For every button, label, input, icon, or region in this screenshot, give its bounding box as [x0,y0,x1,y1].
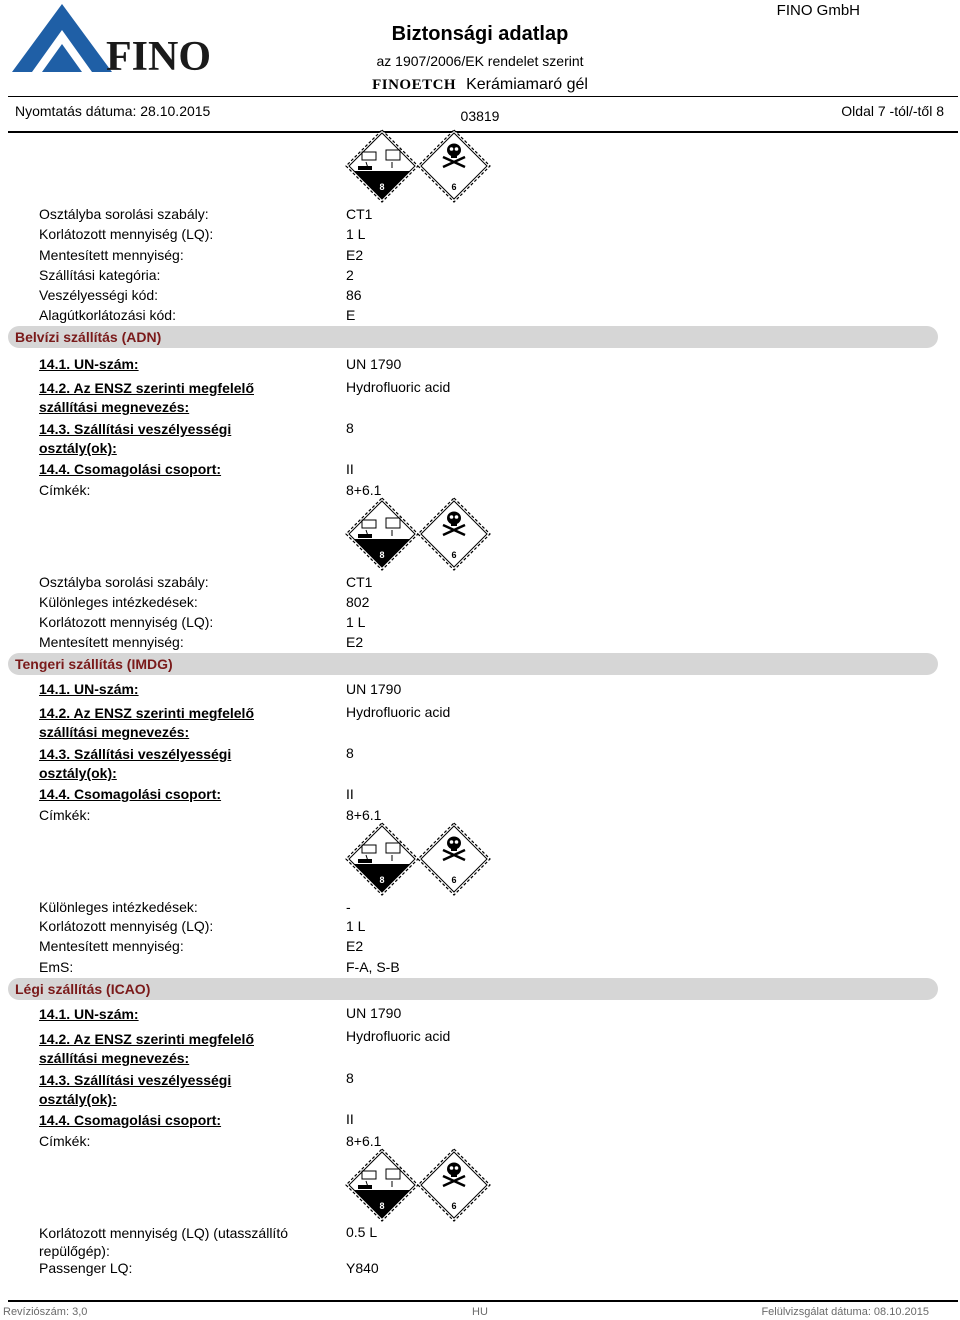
road-category-value: 2 [346,267,354,283]
imdg-pack-value: II [346,786,354,802]
class-6-number: 6 [451,875,457,885]
adn-classification-label: Osztályba sorolási szabály: [39,574,209,590]
section-heading-icao: Légi szállítás (ICAO) [15,981,151,997]
imdg-excepted-value: E2 [346,938,364,954]
road-classification-value: CT1 [346,206,373,222]
road-lq-label: Korlátozott mennyiség (LQ): [39,226,214,242]
imdg-special-label: Különleges intézkedések: [39,899,198,915]
adn-un-label: 14.1. UN-szám: [39,356,139,372]
icao-lq-passenger-label: Korlátozott mennyiség (LQ) (utasszállító repülőgép): [39,1225,288,1259]
section-band-icao [8,978,938,1000]
corrosive-icon [346,498,418,570]
page-number: Oldal 7 -tól/-től 8 [841,103,944,119]
icao-labels-label: Címkék: [39,1133,91,1149]
icao-class-label: 14.3. Szállítási veszélyességi osztály(ok): [39,1072,232,1107]
skull-crossbones-icon [418,823,490,895]
hazard-pictograms-icao [344,1147,494,1225]
language-code: HU [472,1306,488,1318]
section-band-imdg [8,653,938,675]
road-tunnel-code-value: E [346,307,356,323]
corrosive-icon [346,130,418,202]
hazard-pictograms-imdg [344,821,494,899]
road-excepted-label: Mentesített mennyiség: [39,247,184,263]
print-date: Nyomtatás dátuma: 28.10.2015 [15,103,211,119]
imdg-ems-value: F-A, S-B [346,959,400,975]
adn-labels-value: 8+6.1 [346,482,382,498]
road-category-label: Szállítási kategória: [39,267,161,283]
hazard-pictograms-road [344,128,494,206]
imdg-lq-value: 1 L [346,918,366,934]
adn-class-value: 8 [346,420,354,436]
icao-labels-value: 8+6.1 [346,1133,382,1149]
road-lq-value: 1 L [346,226,366,242]
skull-crossbones-icon [418,130,490,202]
imdg-ems-label: EmS: [39,959,74,975]
class-6-number: 6 [451,1201,457,1211]
icao-pack-value: II [346,1111,354,1127]
imdg-pack-label: 14.4. Csomagolási csoport: [39,786,222,802]
imdg-excepted-label: Mentesített mennyiség: [39,938,184,954]
imdg-name-label: 14.2. Az ENSZ szerinti megfelelő szállítási megnevezés: [39,705,254,740]
imdg-special-value: - [346,899,351,915]
imdg-labels-value: 8+6.1 [346,807,382,823]
road-hazard-code-label: Veszélyességi kód: [39,287,159,303]
road-tunnel-code-label: Alagútkorlátozási kód: [39,307,176,323]
document-title: Biztonsági adatlap [391,23,569,45]
imdg-lq-label: Korlátozott mennyiség (LQ): [39,918,214,934]
icao-name-label: 14.2. Az ENSZ szerinti megfelelő szállítási megnevezés: [39,1031,254,1066]
header-divider [8,96,958,97]
road-excepted-value: E2 [346,247,364,263]
skull-crossbones-icon [418,498,490,570]
product-name: Kerámiamaró gél [466,76,588,93]
imdg-labels-label: Címkék: [39,807,91,823]
class-6-number: 6 [451,550,457,560]
icao-name-value: Hydrofluoric acid [346,1028,451,1044]
road-classification-label: Osztályba sorolási szabály: [39,206,209,222]
brand-name: FINOETCH [372,77,457,93]
icao-un-value: UN 1790 [346,1005,402,1021]
imdg-class-label: 14.3. Szállítási veszélyességi osztály(ok): [39,746,232,781]
imdg-class-value: 8 [346,745,354,761]
corrosive-icon [346,1149,418,1221]
icao-un-label: 14.1. UN-szám: [39,1006,139,1022]
imdg-name-value: Hydrofluoric acid [346,704,451,720]
hazard-pictograms-adn [344,496,494,574]
icao-lq-passenger-value: 0.5 L [346,1224,378,1240]
adn-special-label: Különleges intézkedések: [39,594,198,610]
adn-pack-value: II [346,461,354,477]
section-heading-adn: Belvízi szállítás (ADN) [15,329,162,345]
footer-rule [8,1300,958,1302]
class-8-number: 8 [379,875,385,885]
road-hazard-code-value: 86 [346,287,362,303]
adn-pack-label: 14.4. Csomagolási csoport: [39,461,222,477]
document-number: 03819 [460,108,500,124]
class-8-number: 8 [379,182,385,192]
class-8-number: 8 [379,1201,385,1211]
section-band-adn [8,326,938,348]
icao-passenger-lq-value: Y840 [346,1260,379,1276]
adn-labels-label: Címkék: [39,482,91,498]
revision-number: Revíziószám: 3,0 [3,1306,88,1318]
company-name: FINO GmbH [776,2,860,19]
icao-pack-label: 14.4. Csomagolási csoport: [39,1112,222,1128]
icao-class-value: 8 [346,1070,354,1086]
corrosive-icon [346,823,418,895]
adn-un-value: UN 1790 [346,356,402,372]
class-8-number: 8 [379,550,385,560]
imdg-un-label: 14.1. UN-szám: [39,681,139,697]
class-6-number: 6 [451,182,457,192]
logo-text: FINO [106,34,211,80]
adn-special-value: 802 [346,594,370,610]
adn-excepted-label: Mentesített mennyiség: [39,634,184,650]
adn-lq-label: Korlátozott mennyiség (LQ): [39,614,214,630]
section-heading-imdg: Tengeri szállítás (IMDG) [15,656,173,672]
review-date: Felülvizsgálat dátuma: 08.10.2015 [761,1306,929,1318]
adn-name-value: Hydrofluoric acid [346,379,451,395]
adn-class-label: 14.3. Szállítási veszélyességi osztály(ok): [39,421,232,456]
adn-lq-value: 1 L [346,614,366,630]
imdg-un-value: UN 1790 [346,681,402,697]
icao-passenger-lq-label: Passenger LQ: [39,1260,133,1276]
adn-excepted-value: E2 [346,634,364,650]
adn-name-label: 14.2. Az ENSZ szerinti megfelelő szállítási megnevezés: [39,380,254,415]
adn-classification-value: CT1 [346,574,373,590]
skull-crossbones-icon [418,1149,490,1221]
product-line [0,76,960,94]
regulation-subtitle: az 1907/2006/EK rendelet szerint [376,53,584,69]
